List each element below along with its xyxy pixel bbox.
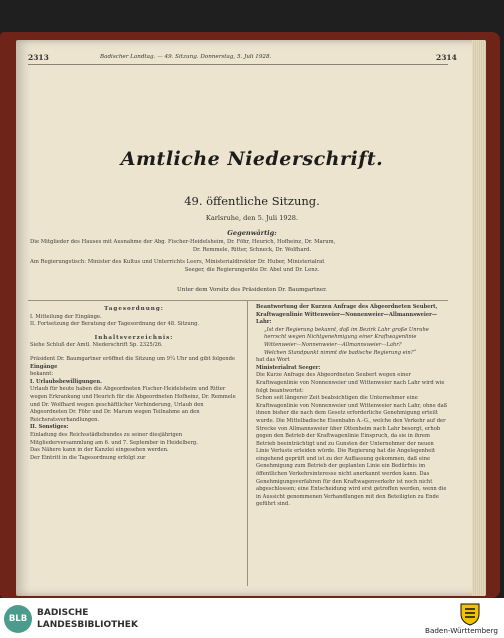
- left-column: [30, 306, 238, 462]
- page-number-right: 2314: [436, 53, 457, 62]
- members-line-1: Die Mitglieder des Hauses mit Ausnahme der Abg. Fischer-Heidelsheim, Dr. Föhr, Heurich, Hofheinz, Dr. Marum,: [30, 239, 336, 245]
- right-column-paragraph: Welchen Standpunkt nimmt die badische Regierung ein?“: [264, 349, 417, 356]
- left-column-paragraph: Tagesordnung:: [104, 306, 164, 312]
- left-column-paragraph: II. Sonstiges:: [30, 424, 69, 431]
- right-column-paragraph: hat das Wort: [256, 357, 290, 364]
- footer-bar: [0, 598, 504, 638]
- left-column-paragraph: I. Urlaubsbewilligungen.: [30, 378, 102, 385]
- right-column-paragraph: Ministerialrat Seeger:: [256, 364, 321, 371]
- blb-logo: BLB: [4, 605, 32, 633]
- government-line-2: Seeger, die Regierungsräte Dr. Abel und Dr. Lenz.: [184, 267, 320, 273]
- column-rule: [247, 300, 248, 586]
- right-column-paragraph: Beantwortung der Kurzen Anfrage des Abgeordneten Seubert, Kraftwagenlinie Wittenweier—Nonnenweier—Allmannsweier—Lahr:: [256, 304, 438, 326]
- library-name-line-1: BADISCHE: [37, 608, 89, 618]
- right-column-paragraph: Schon seit längerer Zeit beabsichtigen die Unternehmer eine Kraftwagenlinie von Nonnenweier und Wittenweier nach Lahr, ohne daß ihnen bisher die nach dem Gesetz erforderliche Genehmigung erteilt wurde. Die Mittelbadische Eisenbahn A.-G., welche den Verkehr auf der Strecke von Allmannsweier über Ottenheim nach Lahr besorgt, erhob gegen den Betrieb der Kraftwagenlinie Einspruch, da sie in ihrem Betrieb beeinträchtigt und zu Gunsten der Unternehmer der neuen Linie Verluste erleiden würde. Die Regierung hat die Angelegenheit eingehend geprüft und ist zu der Auffassung gekommen, daß eine Genehmigung zum Betrieb der geplanten Linie ein Bedürfnis im öffentlichen Verkehrsinteresse nicht anerkannt werden kann. Das Genehmigungsverfahren für den Kraftwagenverkehr ist noch nicht abgeschlossen; eine Entscheidung wird erst getroffen werden, wenn die in Aussicht genommenen Verhandlungen mit den Beteiligten zu Ende geführt sind.: [256, 395, 448, 508]
- left-column-paragraph: Einladung des Reichsstädtebundes zu seiner diesjährigen Mitgliederversammlung am 6. und 7. September in Heidelberg.: [30, 431, 198, 446]
- library-name-line-2: LANDESBIBLIOTHEK: [37, 620, 138, 630]
- section-rule: [28, 300, 448, 301]
- page-number-left: 2313: [28, 53, 49, 62]
- government-line-1: Am Regierungstisch: Minister des Kultus und Unterrichts Leers, Ministerialdirektor Dr. Huber, Ministerialrat: [30, 259, 325, 265]
- left-column-paragraph: Urlaub für heute haben die Abgeordneten Fischer-Heidelsheim und Ritter wegen Erkrankung und Heurich für die Abgeordneten Hofheinz, Dr. Remmele und Dr. Wolfhard wegen geschäftlicher Verhinderung, Urlaub den Abgeordneten Dr. Föhr und Dr. Marum wegen Teilnahme an den Reichsratsverhandlungen.: [30, 386, 236, 423]
- page-edge: [472, 40, 486, 596]
- left-column-paragraph: Eingänge: [30, 363, 58, 370]
- header-rule: [28, 64, 448, 65]
- chair-line: Unter dem Vorsitz des Präsidenten Dr. Baumgartner.: [177, 287, 327, 293]
- present-label: Gegenwärtig:: [227, 229, 277, 237]
- right-column: [256, 304, 448, 509]
- place-date: Karlsruhe, den 5. Juli 1928.: [205, 214, 299, 222]
- right-column-paragraph: Die Kurze Anfrage des Abgeordneten Seubert wegen einer Kraftwagenlinie von Nonnenweier und Wittenweier nach Lahr wird wie folgt beantwortet:: [256, 372, 445, 394]
- session-title: 49. öffentliche Sitzung.: [184, 194, 320, 208]
- left-column-paragraph: I. Mitteilung der Eingänge.: [30, 313, 102, 320]
- running-head: Badischer Landtag. — 49. Sitzung. Donnerstag, 5. Juli 1928.: [100, 54, 272, 60]
- left-column-paragraph: Präsident Dr. Baumgartner eröffnet die Sitzung um 9¼ Uhr und gibt folgende: [30, 355, 236, 362]
- right-column-paragraph: „Ist der Regierung bekannt, daß im Bezirk Lahr große Unruhe herrscht wegen Nichtgenehmigung einer Kraftwagenlinie Wittenweier—Nonnenweier—Allmannsweier—Lahr?: [264, 326, 429, 348]
- left-column-paragraph: II. Fortsetzung der Beratung der Tagesordnung der 48. Sitzung.: [30, 321, 200, 328]
- state-label: Baden-Württemberg: [425, 626, 498, 635]
- left-column-paragraph: Der Eintritt in die Tagesordnung erfolgt zur: [30, 454, 146, 461]
- left-column-paragraph: Das Nähere kann in der Kanzlei eingesehen werden.: [30, 447, 169, 454]
- document-title: Amtliche Niederschrift.: [120, 148, 384, 170]
- state-crest-icon: [459, 602, 481, 626]
- members-line-2: Dr. Remmele, Ritter, Schneck, Dr. Wolfhard.: [192, 247, 312, 253]
- left-column-paragraph: Inhaltsverzeichnis:: [94, 334, 174, 341]
- left-column-paragraph: Siehe Schluß der Amtl. Niederschrift Sp. 2325/26.: [30, 342, 163, 349]
- left-column-paragraph: bekannt:: [30, 371, 54, 378]
